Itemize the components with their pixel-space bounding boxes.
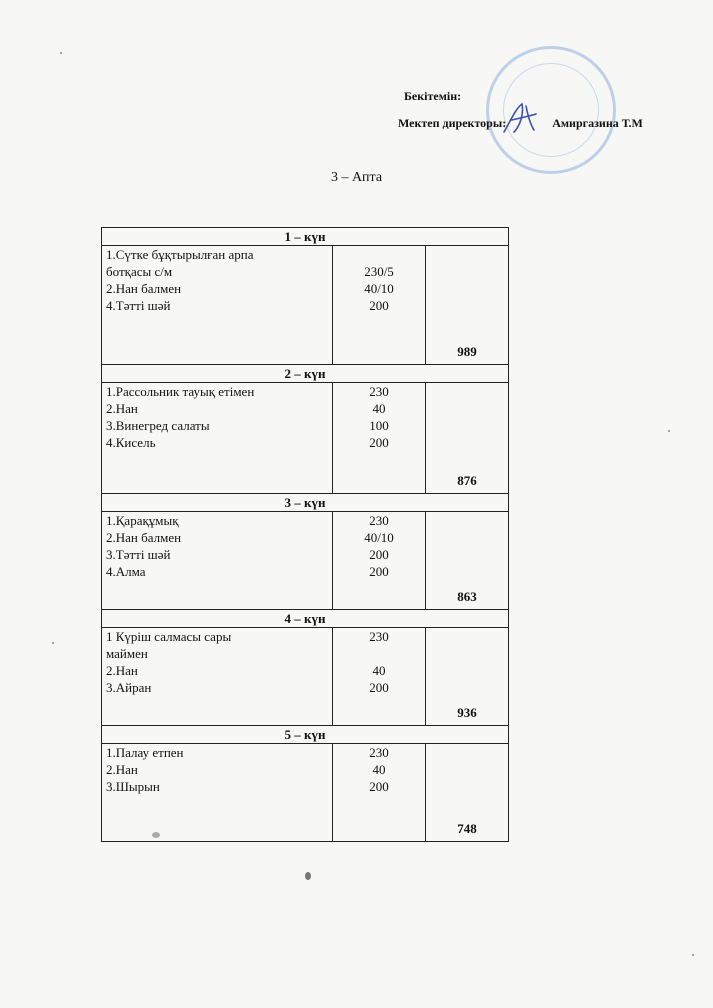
scan-speck: [60, 52, 62, 54]
dish-name: 2.Нан балмен: [106, 281, 182, 296]
day-header-row: [102, 610, 509, 628]
portion-grams: 230: [369, 745, 389, 760]
day-calorie-total: 989: [426, 246, 509, 365]
scan-speck: [305, 872, 311, 880]
day-header-row: [102, 365, 509, 383]
day-content-row: [102, 628, 509, 726]
portion-grams: 40: [372, 663, 386, 678]
day-calorie-total: 876: [426, 383, 509, 494]
scan-speck: [52, 642, 54, 644]
dish-name: 4.Кисель: [106, 435, 156, 450]
portion-grams: 40/10: [364, 530, 394, 545]
scan-speck: [152, 832, 160, 838]
weekly-menu-table: [101, 227, 509, 842]
portion-grams: 200: [369, 564, 389, 579]
day-calorie-total: 863: [426, 512, 509, 610]
dish-name: 2.Нан балмен: [106, 530, 182, 545]
day-calorie-total: 748: [426, 744, 509, 842]
scan-speck: [692, 954, 694, 956]
day-title: 2 – күн: [102, 365, 509, 383]
dish-name: 3.Винегред салаты: [106, 418, 210, 433]
dish-name: 1.Палау етпен: [106, 745, 184, 760]
day-calorie-total: 936: [426, 628, 509, 726]
day-title: 5 – күн: [102, 726, 509, 744]
portion-list: [333, 512, 426, 610]
dish-name: 2.Нан: [106, 762, 138, 777]
day-content-row: [102, 383, 509, 494]
day-header-row: [102, 726, 509, 744]
portion-grams: 40: [372, 762, 386, 777]
dish-name: 3.Шырын: [106, 779, 160, 794]
portion-grams: 230: [369, 384, 389, 399]
day-header-row: [102, 228, 509, 246]
dish-list: [102, 383, 333, 494]
portion-grams: 200: [369, 298, 389, 313]
dish-name: маймен: [106, 646, 148, 661]
portion-list: [333, 383, 426, 494]
dish-name: 3.Айран: [106, 680, 152, 695]
portion-grams: [337, 645, 421, 662]
portion-list: [333, 628, 426, 726]
dish-name: 1.Сүтке бұқтырылған арпа: [106, 247, 254, 262]
dish-name: 1.Рассольник тауық етімен: [106, 384, 255, 399]
portion-grams: 200: [369, 435, 389, 450]
portion-grams: [337, 246, 421, 263]
dish-list: [102, 744, 333, 842]
portion-grams: 200: [369, 779, 389, 794]
portion-grams: 200: [369, 547, 389, 562]
dish-name: 4.Тәтті шәй: [106, 298, 171, 313]
day-content-row: [102, 512, 509, 610]
portion-grams: 230: [369, 513, 389, 528]
day-title: 3 – күн: [102, 494, 509, 512]
dish-name: 1.Қарақұмық: [106, 513, 179, 528]
day-content-row: [102, 246, 509, 365]
dish-name: 2.Нан: [106, 401, 138, 416]
dish-name: 1 Күріш салмасы сары: [106, 629, 232, 644]
dish-list: [102, 246, 333, 365]
day-header-row: [102, 494, 509, 512]
dish-name: 3.Тәтті шәй: [106, 547, 171, 562]
portion-grams: 40/10: [364, 281, 394, 296]
dish-list: [102, 512, 333, 610]
dish-list: [102, 628, 333, 726]
portion-grams: 200: [369, 680, 389, 695]
portion-list: [333, 744, 426, 842]
director-name: Амиргазина Т.М: [552, 116, 643, 130]
portion-grams: 230: [369, 629, 389, 644]
day-title: 1 – күн: [102, 228, 509, 246]
portion-grams: 40: [372, 401, 386, 416]
day-content-row: [102, 744, 509, 842]
dish-name: 2.Нан: [106, 663, 138, 678]
portion-list: [333, 246, 426, 365]
dish-name: ботқасы с/м: [106, 264, 173, 279]
day-title: 4 – күн: [102, 610, 509, 628]
director-label: Мектеп директоры:: [398, 116, 507, 130]
portion-grams: 100: [369, 418, 389, 433]
week-title: 3 – Апта: [330, 170, 383, 185]
scan-speck: [668, 430, 670, 432]
director-line: [398, 116, 643, 131]
dish-name: 4.Алма: [106, 564, 146, 579]
portion-grams: 230/5: [364, 264, 394, 279]
approve-title: Бекітемін:: [404, 89, 462, 103]
